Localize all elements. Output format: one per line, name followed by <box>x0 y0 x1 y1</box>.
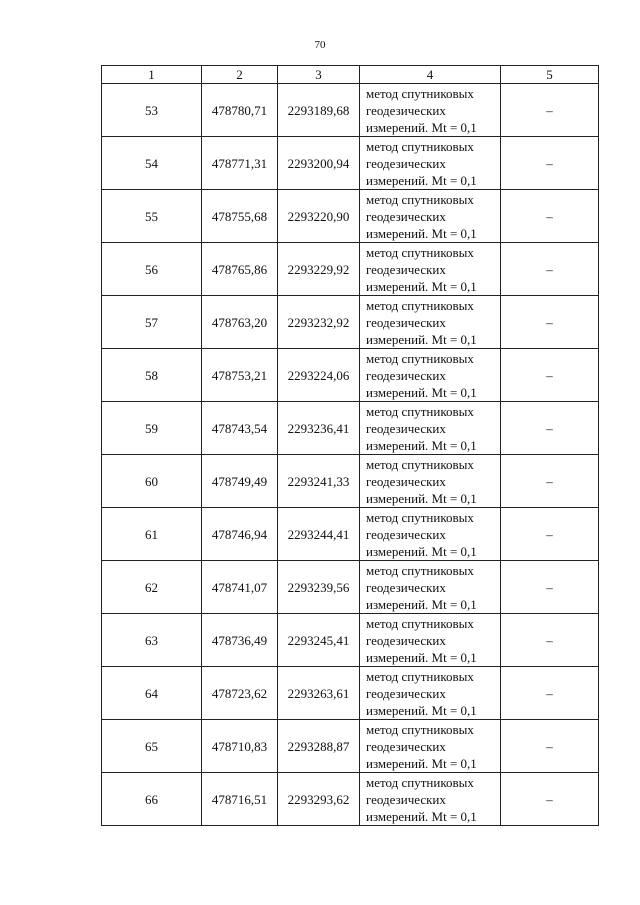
y-coordinate-cell: 2293293,62 <box>278 773 360 826</box>
method-line: измерений. Mt = 0,1 <box>366 649 477 665</box>
method-line: геодезических <box>366 420 446 436</box>
method-line: метод спутниковых <box>366 297 474 313</box>
table-row <box>102 773 599 826</box>
y-coordinate-cell: 2293244,41 <box>278 508 360 561</box>
method-line: метод спутниковых <box>366 615 474 631</box>
y-coordinate-cell: 2293236,41 <box>278 402 360 455</box>
x-coordinate-cell: 478741,07 <box>202 561 278 614</box>
y-coordinate-cell: 2293241,33 <box>278 455 360 508</box>
method-cell <box>360 137 501 190</box>
point-number-cell: 65 <box>102 720 202 773</box>
header-cell-3: 3 <box>278 66 360 84</box>
method-line: геодезических <box>366 473 446 489</box>
y-coordinate-cell: 2293229,92 <box>278 243 360 296</box>
method-line: метод спутниковых <box>366 456 474 472</box>
method-line: измерений. Mt = 0,1 <box>366 755 477 771</box>
note-cell: – <box>501 402 599 455</box>
method-line: геодезических <box>366 791 446 807</box>
method-line: измерений. Mt = 0,1 <box>366 119 477 135</box>
page-number: 70 <box>314 39 326 51</box>
method-line: измерений. Mt = 0,1 <box>366 437 477 453</box>
x-coordinate-cell: 478753,21 <box>202 349 278 402</box>
point-number-cell: 60 <box>102 455 202 508</box>
table-row <box>102 402 599 455</box>
method-line: измерений. Mt = 0,1 <box>366 278 477 294</box>
header-cell-2: 2 <box>202 66 278 84</box>
note-cell: – <box>501 296 599 349</box>
y-coordinate-cell: 2293239,56 <box>278 561 360 614</box>
table-row <box>102 349 599 402</box>
method-line: измерений. Mt = 0,1 <box>366 172 477 188</box>
table-row <box>102 84 599 137</box>
method-line: метод спутниковых <box>366 350 474 366</box>
method-cell <box>360 349 501 402</box>
method-line: геодезических <box>366 685 446 701</box>
x-coordinate-cell: 478780,71 <box>202 84 278 137</box>
point-number-cell: 54 <box>102 137 202 190</box>
x-coordinate-cell: 478716,51 <box>202 773 278 826</box>
method-line: геодезических <box>366 579 446 595</box>
method-cell <box>360 561 501 614</box>
x-coordinate-cell: 478763,20 <box>202 296 278 349</box>
table-row <box>102 508 599 561</box>
note-cell: – <box>501 455 599 508</box>
note-cell: – <box>501 349 599 402</box>
method-cell <box>360 773 501 826</box>
table-header-row <box>102 66 599 84</box>
y-coordinate-cell: 2293288,87 <box>278 720 360 773</box>
method-line: геодезических <box>366 367 446 383</box>
y-coordinate-cell: 2293200,94 <box>278 137 360 190</box>
table-body <box>102 66 599 826</box>
method-line: геодезических <box>366 155 446 171</box>
point-number-cell: 53 <box>102 84 202 137</box>
table-row <box>102 296 599 349</box>
method-cell <box>360 667 501 720</box>
table-row <box>102 720 599 773</box>
table-row <box>102 137 599 190</box>
method-line: метод спутниковых <box>366 138 474 154</box>
x-coordinate-cell: 478765,86 <box>202 243 278 296</box>
y-coordinate-cell: 2293189,68 <box>278 84 360 137</box>
header-cell-5: 5 <box>501 66 599 84</box>
point-number-cell: 58 <box>102 349 202 402</box>
note-cell: – <box>501 243 599 296</box>
y-coordinate-cell: 2293224,06 <box>278 349 360 402</box>
method-line: геодезических <box>366 314 446 330</box>
header-cell-4: 4 <box>360 66 501 84</box>
method-line: метод спутниковых <box>366 668 474 684</box>
x-coordinate-cell: 478743,54 <box>202 402 278 455</box>
method-line: геодезических <box>366 738 446 754</box>
method-line: метод спутниковых <box>366 191 474 207</box>
method-line: метод спутниковых <box>366 562 474 578</box>
method-line: измерений. Mt = 0,1 <box>366 596 477 612</box>
table-row <box>102 614 599 667</box>
point-number-cell: 64 <box>102 667 202 720</box>
method-line: измерений. Mt = 0,1 <box>366 490 477 506</box>
method-cell <box>360 84 501 137</box>
method-line: геодезических <box>366 526 446 542</box>
method-line: метод спутниковых <box>366 244 474 260</box>
point-number-cell: 61 <box>102 508 202 561</box>
table-row <box>102 455 599 508</box>
x-coordinate-cell: 478710,83 <box>202 720 278 773</box>
x-coordinate-cell: 478755,68 <box>202 190 278 243</box>
note-cell: – <box>501 561 599 614</box>
method-line: метод спутниковых <box>366 509 474 525</box>
note-cell: – <box>501 190 599 243</box>
method-line: измерений. Mt = 0,1 <box>366 808 477 824</box>
method-line: измерений. Mt = 0,1 <box>366 543 477 559</box>
x-coordinate-cell: 478723,62 <box>202 667 278 720</box>
method-line: измерений. Mt = 0,1 <box>366 702 477 718</box>
coordinates-table <box>101 65 599 826</box>
point-number-cell: 62 <box>102 561 202 614</box>
x-coordinate-cell: 478746,94 <box>202 508 278 561</box>
method-cell <box>360 720 501 773</box>
note-cell: – <box>501 773 599 826</box>
x-coordinate-cell: 478749,49 <box>202 455 278 508</box>
method-line: измерений. Mt = 0,1 <box>366 384 477 400</box>
method-cell <box>360 508 501 561</box>
point-number-cell: 56 <box>102 243 202 296</box>
method-line: геодезических <box>366 261 446 277</box>
method-cell <box>360 243 501 296</box>
y-coordinate-cell: 2293232,92 <box>278 296 360 349</box>
table-row <box>102 243 599 296</box>
y-coordinate-cell: 2293263,61 <box>278 667 360 720</box>
method-cell <box>360 190 501 243</box>
method-cell <box>360 614 501 667</box>
note-cell: – <box>501 720 599 773</box>
method-line: измерений. Mt = 0,1 <box>366 225 477 241</box>
x-coordinate-cell: 478771,31 <box>202 137 278 190</box>
note-cell: – <box>501 84 599 137</box>
note-cell: – <box>501 614 599 667</box>
method-cell <box>360 296 501 349</box>
note-cell: – <box>501 137 599 190</box>
header-cell-1: 1 <box>102 66 202 84</box>
table-row <box>102 667 599 720</box>
method-line: геодезических <box>366 102 446 118</box>
method-cell <box>360 455 501 508</box>
point-number-cell: 66 <box>102 773 202 826</box>
point-number-cell: 63 <box>102 614 202 667</box>
method-line: метод спутниковых <box>366 721 474 737</box>
table-row <box>102 561 599 614</box>
method-line: метод спутниковых <box>366 85 474 101</box>
method-line: геодезических <box>366 632 446 648</box>
method-line: геодезических <box>366 208 446 224</box>
note-cell: – <box>501 667 599 720</box>
method-line: измерений. Mt = 0,1 <box>366 331 477 347</box>
y-coordinate-cell: 2293220,90 <box>278 190 360 243</box>
method-cell <box>360 402 501 455</box>
point-number-cell: 55 <box>102 190 202 243</box>
note-cell: – <box>501 508 599 561</box>
method-line: метод спутниковых <box>366 403 474 419</box>
x-coordinate-cell: 478736,49 <box>202 614 278 667</box>
y-coordinate-cell: 2293245,41 <box>278 614 360 667</box>
table-row <box>102 190 599 243</box>
method-line: метод спутниковых <box>366 774 474 790</box>
point-number-cell: 59 <box>102 402 202 455</box>
point-number-cell: 57 <box>102 296 202 349</box>
